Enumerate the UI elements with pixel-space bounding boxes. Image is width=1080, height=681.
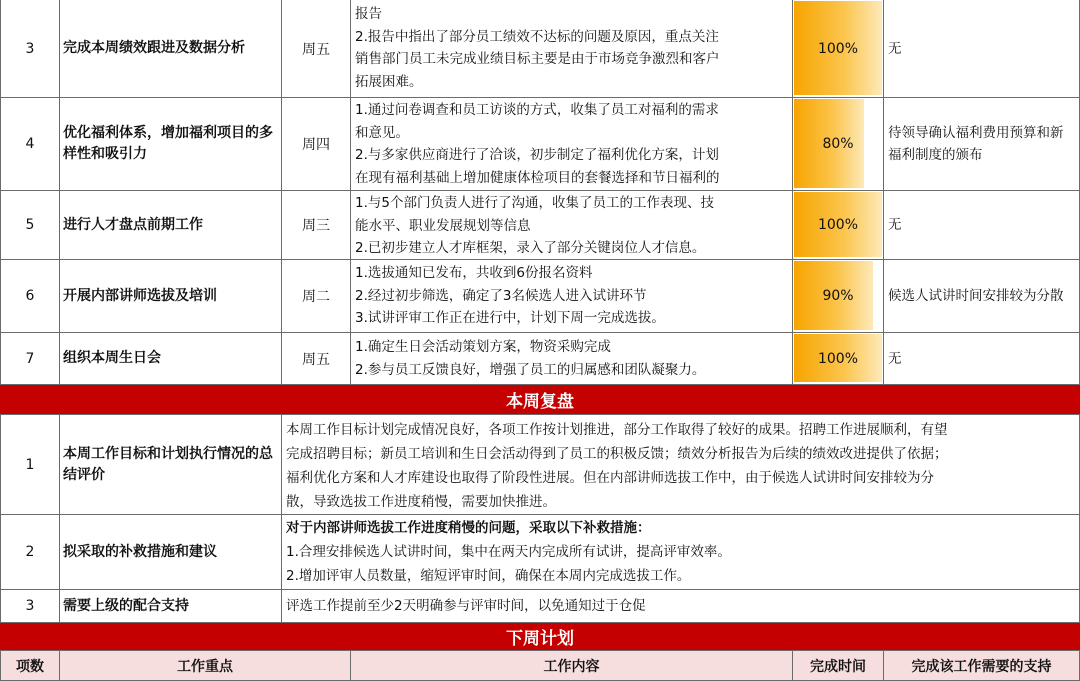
task-number: 4 bbox=[0, 98, 60, 191]
task-number: 7 bbox=[0, 333, 60, 385]
content-line: 2.已初步建立人才库框架，录入了部分关键岗位人才信息。 bbox=[355, 240, 706, 256]
content-line: 2.与多家供应商进行了洽谈，初步制定了福利优化方案，计划 bbox=[355, 147, 719, 163]
task-number: 3 bbox=[0, 0, 60, 98]
review-label: 需要上级的配合支持 bbox=[60, 590, 282, 623]
header-item-count: 项数 bbox=[0, 651, 60, 681]
task-note: 无 bbox=[884, 0, 1080, 98]
content-line: 3.试讲评审工作正在进行中，计划下周一完成选拔。 bbox=[355, 310, 665, 326]
review-number: 2 bbox=[0, 515, 60, 590]
task-focus: 优化福利体系，增加福利项目的多样性和吸引力 bbox=[60, 98, 282, 191]
content-line: 在现有福利基础上增加健康体检项目的套餐选择和节日福利的 bbox=[355, 169, 720, 186]
content-line: 2.参与员工反馈良好，增强了员工的归属感和团队凝聚力。 bbox=[355, 361, 706, 378]
completion-value: 90% bbox=[822, 288, 854, 304]
completion-value: 100% bbox=[817, 350, 859, 367]
header-support: 完成该工作需要的支持 bbox=[884, 651, 1080, 681]
content-line: 拓展困难。 bbox=[355, 73, 423, 90]
task-day: 周三 bbox=[282, 191, 351, 260]
completion-value: 80% bbox=[822, 136, 854, 152]
task-day: 周五 bbox=[282, 333, 351, 385]
task-day: 周二 bbox=[282, 260, 351, 333]
task-number: 6 bbox=[0, 260, 60, 333]
review-number: 3 bbox=[0, 590, 60, 623]
review-number: 1 bbox=[0, 415, 60, 515]
review-line: 2.增加评审人员数量，缩短评审时间，确保在本周内完成选拔工作。 bbox=[286, 568, 691, 584]
header-focus: 工作重点 bbox=[60, 651, 351, 681]
content-line: 1.通过问卷调查和员工访谈的方式，收集了员工对福利的需求 bbox=[355, 102, 719, 118]
content-line: 报告 bbox=[355, 6, 382, 22]
content-line: 销售部门员工未完成业绩目标主要是由于市场竞争激烈和客户 bbox=[355, 51, 720, 67]
task-focus: 完成本周绩效跟进及数据分析 bbox=[60, 0, 282, 98]
review-line: 福利优化方案和人才库建设也取得了阶段性进展。但在内部讲师选拔工作中，由于候选人试讲时间安排较为分 bbox=[286, 470, 934, 486]
completion-cell bbox=[793, 0, 884, 98]
review-line: 完成招聘目标；新员工培训和生日会活动得到了员工的积极反馈；绩效分析报告为后续的绩效改进提供了依据； bbox=[286, 446, 948, 462]
completion-cell bbox=[793, 260, 884, 333]
task-day: 周五 bbox=[282, 0, 351, 98]
task-day: 周四 bbox=[282, 98, 351, 191]
review-line: 1.合理安排候选人试讲时间，集中在两天内完成所有试讲，提高评审效率。 bbox=[286, 544, 731, 560]
content-line: 1.与5个部门负责人进行了沟通，收集了员工的工作表现、技 bbox=[355, 195, 714, 211]
review-text bbox=[282, 515, 1080, 590]
task-note: 待领导确认福利费用预算和新福利制度的颁布 bbox=[884, 98, 1080, 191]
content-line: 2.报告中指出了部分员工绩效不达标的问题及原因，重点关注 bbox=[355, 28, 719, 45]
task-content bbox=[351, 333, 793, 385]
task-note: 候选人试讲时间安排较为分散 bbox=[884, 260, 1080, 333]
task-focus: 组织本周生日会 bbox=[60, 333, 282, 385]
task-note: 无 bbox=[884, 333, 1080, 385]
task-row bbox=[0, 0, 1080, 98]
task-focus: 开展内部讲师选拔及培训 bbox=[60, 260, 282, 333]
next-week-header-row bbox=[0, 651, 1080, 681]
task-focus: 进行人才盘点前期工作 bbox=[60, 191, 282, 260]
review-label: 本周工作目标和计划执行情况的总结评价 bbox=[60, 415, 282, 515]
task-note: 无 bbox=[884, 191, 1080, 260]
review-row bbox=[0, 590, 1080, 623]
review-label: 拟采取的补救措施和建议 bbox=[60, 515, 282, 590]
review-section-title: 本周复盘 bbox=[0, 385, 1080, 415]
task-content bbox=[351, 98, 793, 191]
task-number: 5 bbox=[0, 191, 60, 260]
completion-value: 100% bbox=[817, 40, 859, 57]
review-row bbox=[0, 415, 1080, 515]
task-row bbox=[0, 260, 1080, 333]
content-line: 能水平、职业发展规划等信息 bbox=[355, 217, 531, 234]
review-text bbox=[282, 590, 1080, 623]
content-line: 1.选拔通知已发布，共收到6份报名资料 bbox=[355, 265, 593, 281]
content-line: 1.确定生日会活动策划方案，物资采购完成 bbox=[355, 339, 611, 355]
task-row bbox=[0, 191, 1080, 260]
completion-cell bbox=[793, 333, 884, 385]
task-row bbox=[0, 333, 1080, 385]
completion-cell bbox=[793, 98, 884, 191]
review-line: 本周工作目标计划完成情况良好，各项工作按计划推进，部分工作取得了较好的成果。招聘工作进展顺利，有望 bbox=[286, 422, 948, 438]
review-row bbox=[0, 515, 1080, 590]
content-line: 2.经过初步筛选，确定了3名候选人进入试讲环节 bbox=[355, 287, 647, 304]
completion-cell bbox=[793, 191, 884, 260]
completion-value: 100% bbox=[817, 217, 859, 233]
header-finish-time: 完成时间 bbox=[793, 651, 884, 681]
review-line: 散，导致选拔工作进度稍慢，需要加快推进。 bbox=[286, 494, 556, 510]
next-week-section-title: 下周计划 bbox=[0, 623, 1080, 651]
review-text bbox=[282, 415, 1080, 515]
task-content bbox=[351, 191, 793, 260]
header-content: 工作内容 bbox=[351, 651, 793, 681]
content-line: 和意见。 bbox=[355, 124, 409, 141]
task-row bbox=[0, 98, 1080, 191]
task-content bbox=[351, 0, 793, 98]
review-line: 评选工作提前至少2天明确参与评审时间，以免通知过于仓促 bbox=[286, 598, 646, 614]
review-line: 对于内部讲师选拔工作进度稍慢的问题，采取以下补救措施： bbox=[286, 520, 651, 536]
task-content bbox=[351, 260, 793, 333]
